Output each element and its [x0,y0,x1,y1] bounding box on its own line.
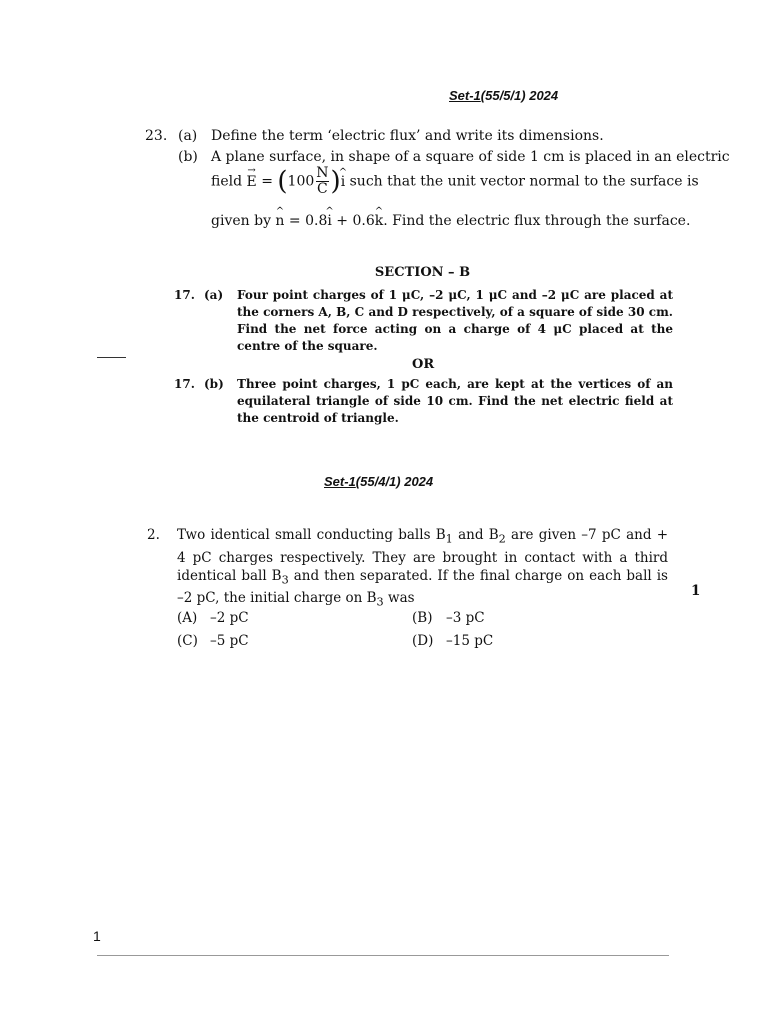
right-paren: ) [330,166,341,197]
page-number: 1 [93,928,101,944]
option-b-text: –3 pC [446,610,485,626]
unit-numerator: N [316,165,329,181]
set-label: Set-1 [449,88,481,103]
given-tail: . Find the electric flux through the surface. [383,213,691,229]
field-word: field [211,173,243,190]
subscript: 2 [498,532,506,546]
q23a-label: (a) [178,128,198,144]
option-a-label: (A) [177,610,198,626]
q2-marks: 1 [691,583,701,599]
set-code: (55/4/1) 2024 [355,474,434,489]
q23-number: 23. [145,128,168,144]
left-paren: ( [277,166,288,197]
n-equation: = 0.8 [284,213,328,229]
q17a-text: Four point charges of 1 μC, –2 μC, 1 μC and –2 μC are placed at the corners A, B, C and D respectively, of a square of side 30 cm. Find the net force acting on a charge of 4 μC placed at the centre of the square. [237,288,673,353]
q17a-label: (a) [204,288,224,302]
unit-fraction [316,166,328,197]
field-coefficient: 100 [287,173,315,190]
option-c-text: –5 pC [210,633,249,649]
q23b-line1: A plane surface, in shape of a square of side 1 cm is placed in an electric [211,149,730,165]
given-by: given by [211,213,276,229]
q2-text-part: are given –7 pC and + 4 pC charges respectively. They are brought in contact with a third identical ball B [177,527,669,584]
option-d-text: –15 pC [446,633,494,649]
field-vector-E: → E [247,172,257,192]
option-b-label: (B) [412,610,433,626]
section-b-title: SECTION – B [374,265,471,280]
set-header-1 [449,88,558,103]
unit-k: ^ k [375,211,383,231]
field-tail: such that the unit vector normal to the surface is [345,173,699,190]
option-c-label: (C) [177,633,198,649]
q23b-label: (b) [178,149,198,165]
unit-denominator: C [317,181,328,197]
q2-text-part: was [383,590,415,607]
unit-i: ^ i [327,211,331,231]
footer-rule [97,955,669,956]
set-header-2 [324,474,433,489]
q17b-number: 17. [174,377,195,391]
q17a-number: 17. [174,288,195,302]
q2-text-part: Two identical small conducting balls B [177,527,446,543]
subscript: 3 [281,573,289,587]
normal-vector-n: ^ n [275,211,284,231]
n-plus: + 0.6 [331,213,375,229]
q23b-field-line [211,165,699,197]
q2-number: 2. [147,527,160,543]
or-separator: OR [412,357,435,372]
subscript: 3 [376,596,384,610]
q17b-text: Three point charges, 1 pC each, are kept at the vertices of an equilateral triangle of side 10 cm. Find the net electric field at the centroid of triangle. [237,377,673,425]
option-d-label: (D) [412,633,434,649]
q23b-given-line [211,211,690,231]
subscript: 1 [445,532,453,546]
q17b-label: (b) [204,377,224,391]
q2-text-part: and B [452,527,499,543]
q23a-text: Define the term ‘electric flux’ and write its dimensions. [211,128,604,144]
margin-rule [97,357,126,358]
unit-vector-i: ^ i [341,172,345,192]
option-a-text: –2 pC [210,610,249,626]
q2-text-part: and then separated. If the final charge on each ball is –2 pC, the initial charge on B [177,567,668,607]
set-code: (55/5/1) 2024 [480,88,559,103]
set-label: Set-1 [324,474,356,489]
field-equals: = [261,173,273,190]
q2-text [177,526,668,612]
